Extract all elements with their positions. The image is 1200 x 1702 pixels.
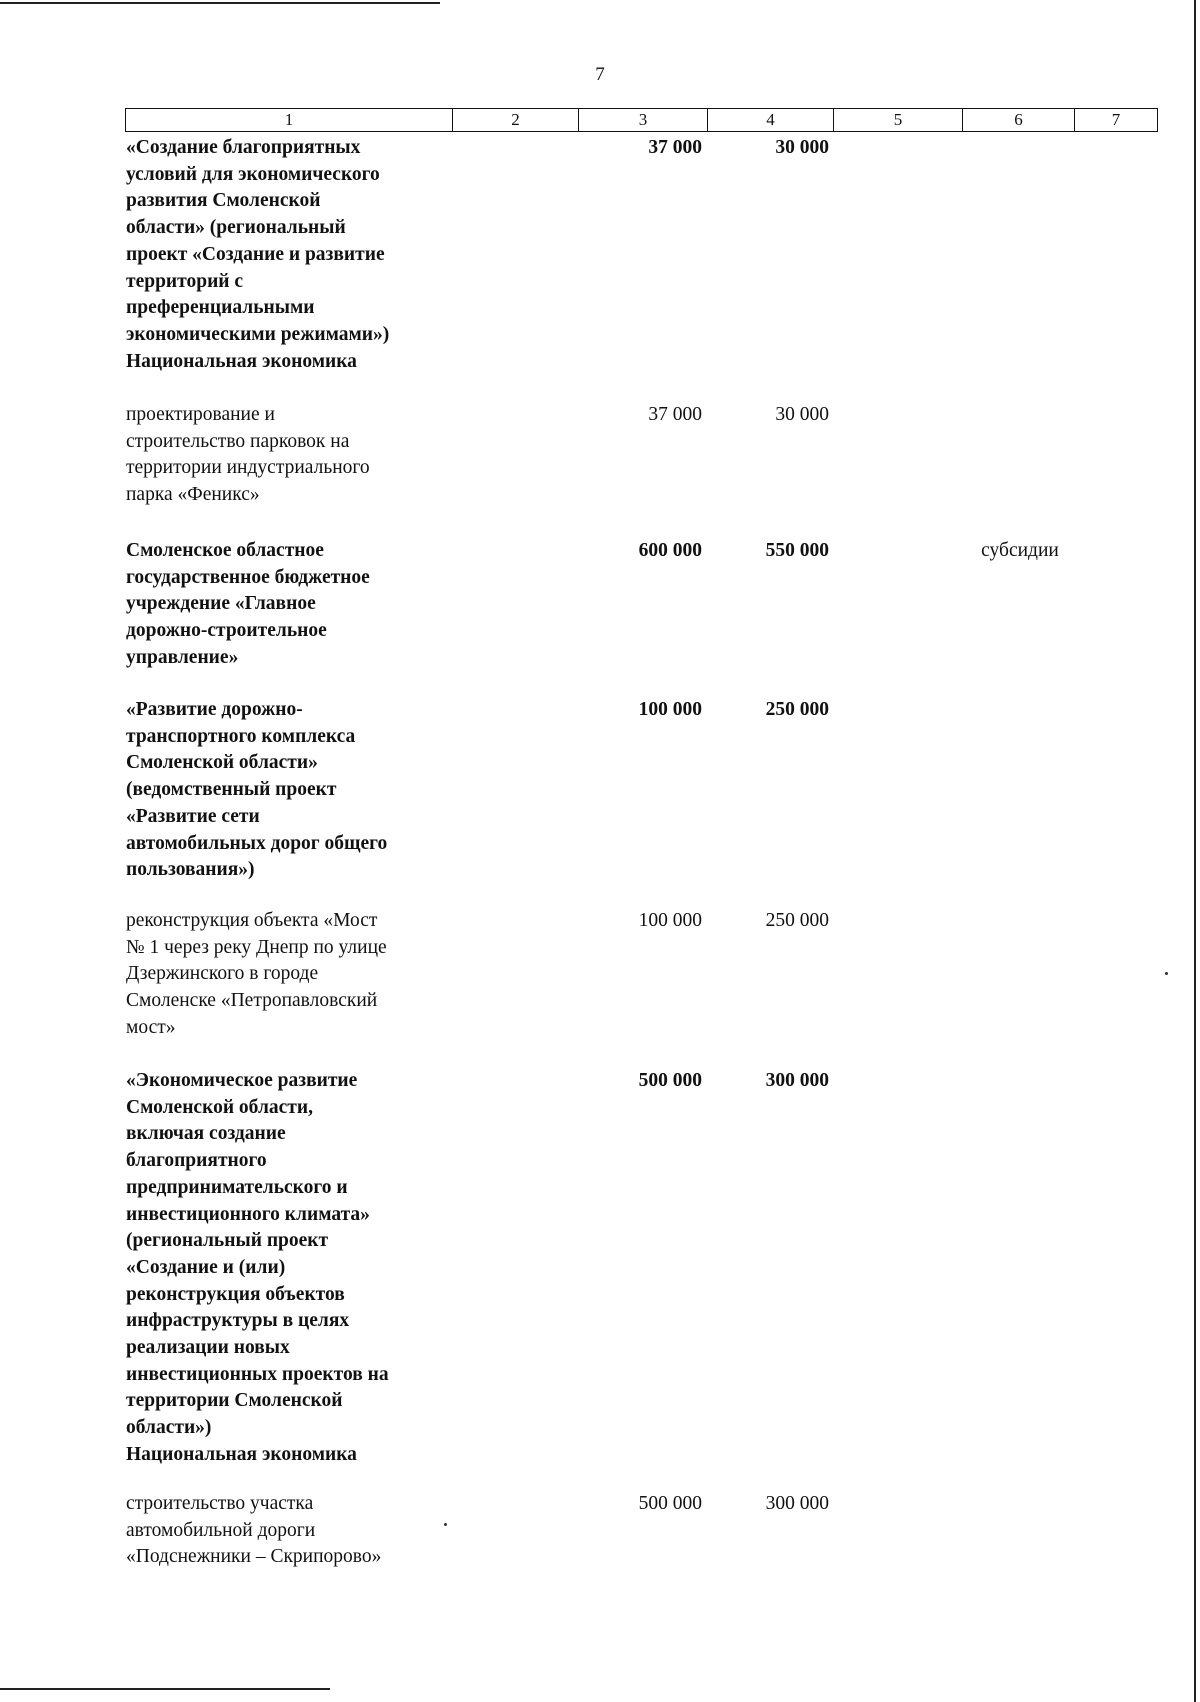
- scan-edge-bottom: [0, 1688, 330, 1690]
- entry-value-col4: 300 000: [765, 1070, 829, 1091]
- entry-value-col4: 250 000: [765, 699, 829, 720]
- entry-value-col3: 37 000: [648, 404, 702, 425]
- column-number-6: 6: [963, 109, 1075, 132]
- entry-value-col4: 250 000: [765, 910, 829, 931]
- column-number-2: 2: [453, 109, 579, 132]
- entry-value-col3: 100 000: [638, 699, 702, 720]
- entry-name: строительство участка автомобильной дороги «Подснежники – Скрипорово»: [126, 1493, 382, 1568]
- column-number-7: 7: [1075, 109, 1158, 132]
- entry-value-col3: 500 000: [638, 1070, 702, 1091]
- scan-edge-top: [0, 2, 440, 4]
- entry-value-col6: субсидии: [981, 540, 1059, 561]
- entry-value-col4: 550 000: [765, 540, 829, 561]
- column-number-header: [125, 108, 1158, 132]
- entry-value-col3: 600 000: [638, 540, 702, 561]
- page-number: 7: [595, 64, 605, 85]
- entry-value-col4: 30 000: [775, 137, 829, 158]
- entry-value-col3: 37 000: [648, 137, 702, 158]
- column-number-3: 3: [579, 109, 708, 132]
- entry-value-col4: 30 000: [775, 404, 829, 425]
- entry-value-col3: 500 000: [638, 1493, 702, 1514]
- entry-value-col3: 100 000: [638, 910, 702, 931]
- scan-edge-right: [1194, 0, 1196, 1702]
- column-number-5: 5: [834, 109, 963, 132]
- entry-value-col4: 300 000: [765, 1493, 829, 1514]
- column-number-1: 1: [126, 109, 453, 132]
- entry-name: «Развитие дорожно- транспортного комплекса Смоленской области» (ведомственный проект «Развитие сети автомобильных дорог общего пользования»): [126, 699, 388, 881]
- entry-name: Смоленское областное государственное бюджетное учреждение «Главное дорожно-строительное управление»: [126, 540, 370, 668]
- entry-name: «Экономическое развитие Смоленской области, включая создание благоприятного предпринимательского и инвестиционного климата» (региональный проект «Создание и (или) реконструкция объектов инфраструктуры в целях реализации новых инвестиционных проектов на территории Смоленской области») Национальная экономика: [126, 1070, 389, 1465]
- scan-speck: [1165, 972, 1168, 975]
- entry-name: «Создание благоприятных условий для экономического развития Смоленской области» (региональный проект «Создание и развитие территорий с преференциальными экономическими режимами») Национальная экономика: [126, 137, 390, 372]
- column-number-4: 4: [708, 109, 834, 132]
- entry-name: проектирование и строительство парковок на территории индустриального парка «Феникс»: [126, 404, 370, 506]
- entry-name: реконструкция объекта «Мост № 1 через реку Днепр по улице Дзержинского в городе Смоленске «Петропавловский мост»: [126, 910, 387, 1038]
